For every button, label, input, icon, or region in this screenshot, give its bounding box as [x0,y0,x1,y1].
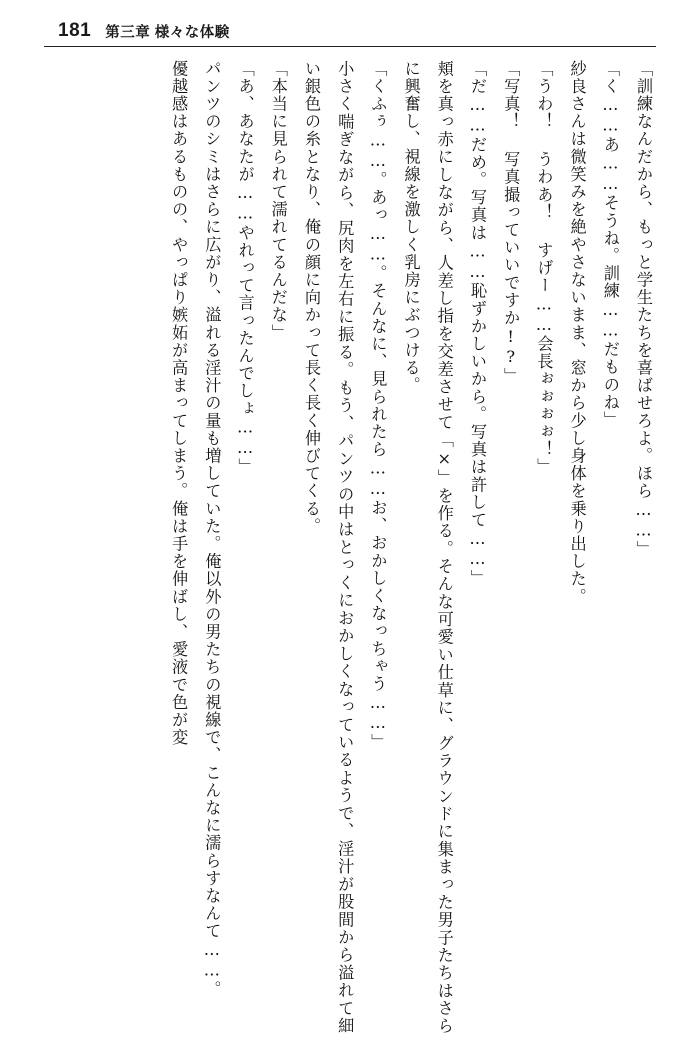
paragraph: 「写真！ 写真撮っていいですか!?」 [501,60,521,386]
chapter-heading: 第三章 様々な体験 [105,24,230,41]
paragraph: 「訓練なんだから、もっと学生たちを喜ばせろよ。ほら……」 [634,60,653,559]
paragraph: 「く……あ……そうね。訓練……だものね」 [600,60,620,429]
paragraph: 「くふぅ……。あっ……。そんなに、見られたら……お、おかしくなっちゃう……」 [368,60,388,752]
paragraph: 小さく喘ぎながら、尻肉を左右に振る。もう、パンツの中はとっくにおかしくなっているようで、淫汁が股間から溢れて細い銀色の糸となり、俺の顔に向かって長く長く伸びてくる。 [301,60,355,1035]
page-header [0,14,700,48]
vertical-text-block [40,60,660,1035]
paragraph: パンツのシミはさらに広がり、溢れる淫汁の量も増していた。俺以外の男たちの視線で、こんなに濡らすなんて……。 [202,60,222,999]
page-body [40,60,660,1035]
paragraph: 「だ……だめ。写真は……恥ずかしいから。写真は許して……」 [467,60,487,588]
paragraph: 「あ、あなたが……やれって言ったんでしょ……」 [235,60,255,476]
paragraph: 頬を真っ赤にしながら、人差し指を交差させて「×」を作る。そんな可愛い仕草に、グラウンドに集まった男子たちはさらに興奮し、視線を激しく乳房にぶつける。 [401,60,454,1035]
page-number: 181 [58,20,92,41]
paragraph: 「うわ！ うわあ！ すげー……会長ぉぉぉぉ！」 [534,60,554,476]
paragraph: 紗良さんは微笑みを絶やさないまま、窓から少し身体を乗り出した。 [567,60,587,606]
paragraph: 優越感はあるものの、やっぱり嫉妬が高まってしまう。俺は手を伸ばし、愛液で色が変 [169,60,189,747]
paragraph: 「本当に見られて濡れてるんだな」 [268,60,288,342]
header-divider [44,46,656,47]
